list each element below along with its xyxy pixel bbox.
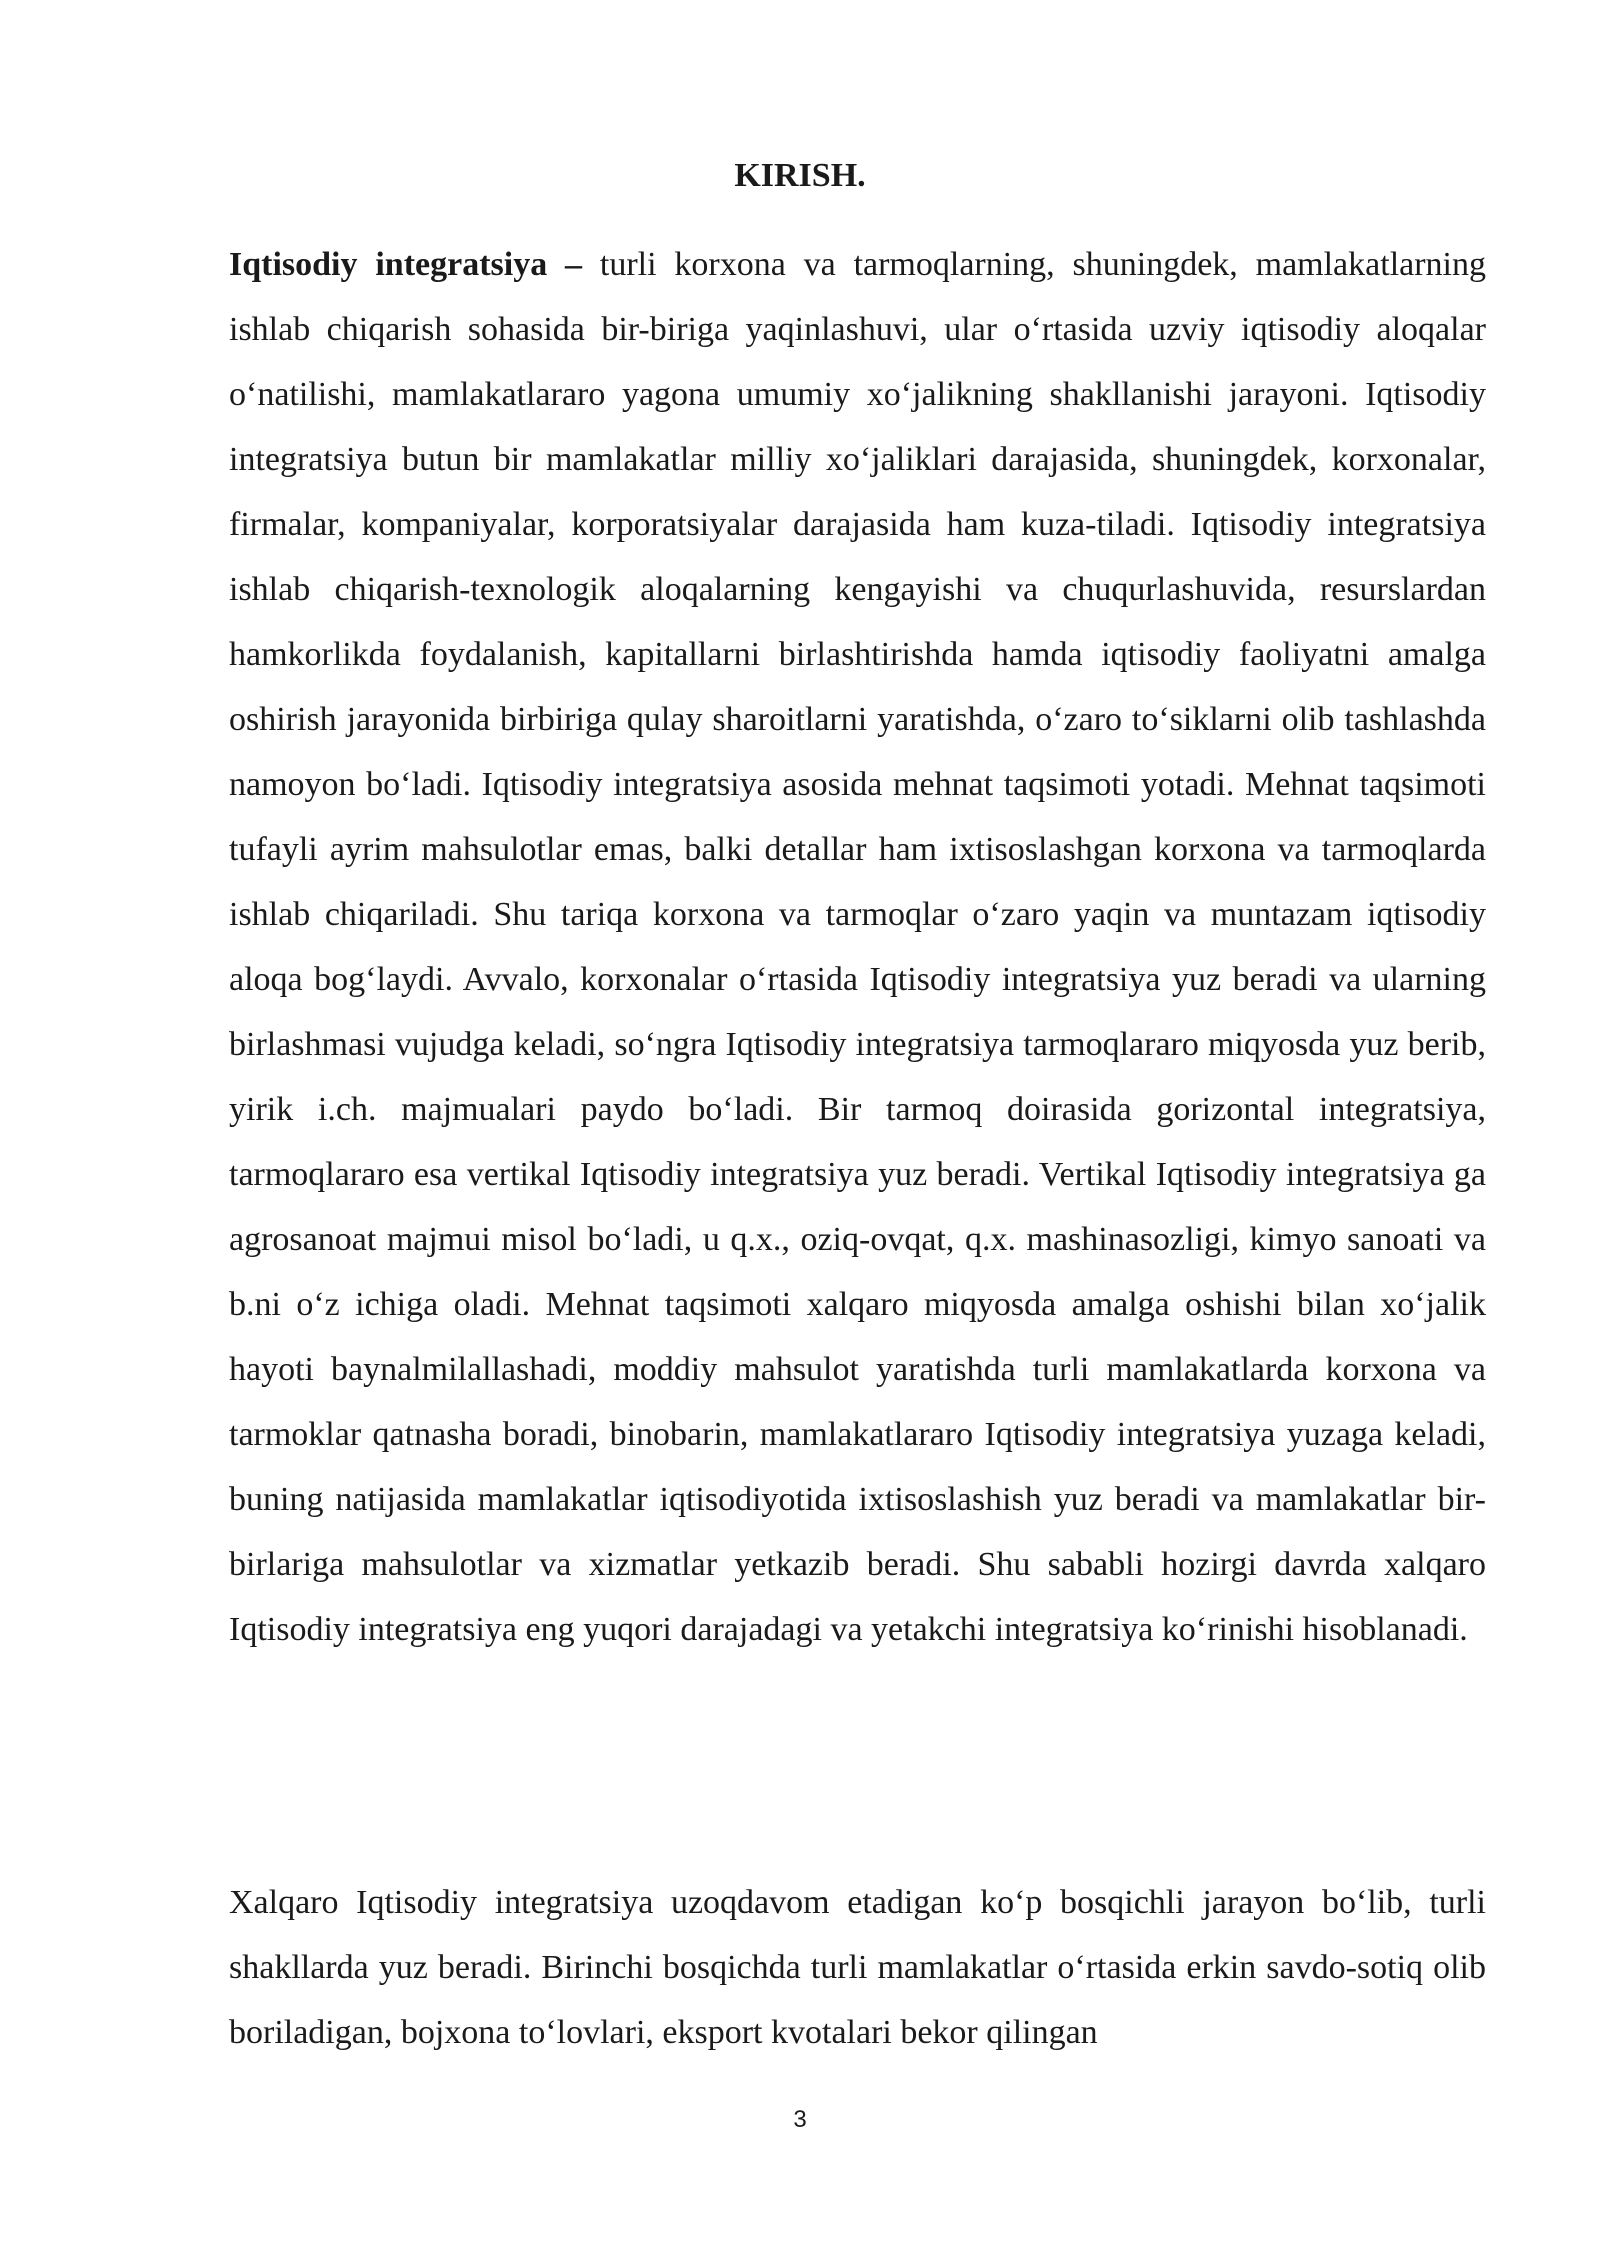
page-number: 3: [793, 2106, 807, 2133]
body-paragraph-1: [229, 232, 1486, 1662]
lead-term: Iqtisodiy integratsiya –: [229, 246, 583, 283]
paragraph-2-text: Xalqaro Iqtisodiy integratsiya uzoqdavom etadigan koʻp bosqichli jarayon boʻlib, turli shakllarda yuz beradi. Birinchi bosqichda turli mamlakatlar oʻrtasida erkin savdo-sotiq olib boriladigan, bojxona toʻlovlari, eksport kvotalari bekor qilingan: [229, 1884, 1486, 2051]
body-paragraph-2: [229, 1870, 1486, 2065]
section-title: KIRISH.: [734, 157, 866, 194]
paragraph-1-text: turli korxona va tarmoqlarning, shuningdek, mamlakatlarning ishlab chiqarish sohasida bir-biriga yaqinlashuvi, ular oʻrtasida uzviy iqtisodiy aloqalar oʻnatilishi, mamlakatlararo yagona umumiy xoʻjalikning shakllanishi jarayoni. Iqtisodiy integratsiya butun bir mamlakatlar milliy xoʻjaliklari darajasida, shuningdek, korxonalar, firmalar, kompaniyalar, korporatsiyalar darajasida ham kuza-tiladi. Iqtisodiy integratsiya ishlab chiqarish-texnologik aloqalarning kengayishi va chuqurlashuvida, resurslardan hamkorlikda foydalanish, kapitallarni birlashtirishda hamda iqtisodiy faoliyatni amalga oshirish jarayonida birbiriga qulay sharoitlarni yaratishda, oʻzaro toʻsiklarni olib tashlashda namoyon boʻladi. Iqtisodiy integratsiya asosida mehnat taqsimoti yotadi. Mehnat taqsimoti tufayli ayrim mahsulotlar emas, balki detallar ham ixtisoslashgan korxona va tarmoqlarda ishlab chiqariladi. Shu tariqa korxona va tarmoqlar oʻzaro yaqin va muntazam iqtisodiy aloqa bogʻlaydi. Avvalo, korxonalar oʻrtasida Iqtisodiy integratsiya yuz beradi va ularning birlashmasi vujudga keladi, soʻngra Iqtisodiy integratsiya tarmoqlararo miqyosda yuz berib, yirik i.ch. majmualari paydo boʻladi. Bir tarmoq doirasida gorizontal integratsiya, tarmoqlararo esa vertikal Iqtisodiy integratsiya yuz beradi. Vertikal Iqtisodiy integratsiya ga agrosanoat majmui misol boʻladi, u q.x., oziq-ovqat, q.x. mashinasozligi, kimyo sanoati va b.ni oʻz ichiga oladi. Mehnat taqsimoti xalqaro miqyosda amalga oshishi bilan xoʻjalik hayoti baynalmilallashadi, moddiy mahsulot yaratishda turli mamlakatlarda korxona va tarmoklar qatnasha boradi, binobarin, mamlakatlararo Iqtisodiy integratsiya yuzaga keladi, buning natijasida mamlakatlar iqtisodiyotida ixtisoslashish yuz beradi va mamlakatlar bir-birlariga mahsulotlar va xizmatlar yetkazib beradi. Shu sababli hozirgi davrda xalqaro Iqtisodiy integratsiya eng yuqori darajadagi va yetakchi integratsiya koʻrinishi hisoblanadi.: [229, 246, 1486, 1648]
